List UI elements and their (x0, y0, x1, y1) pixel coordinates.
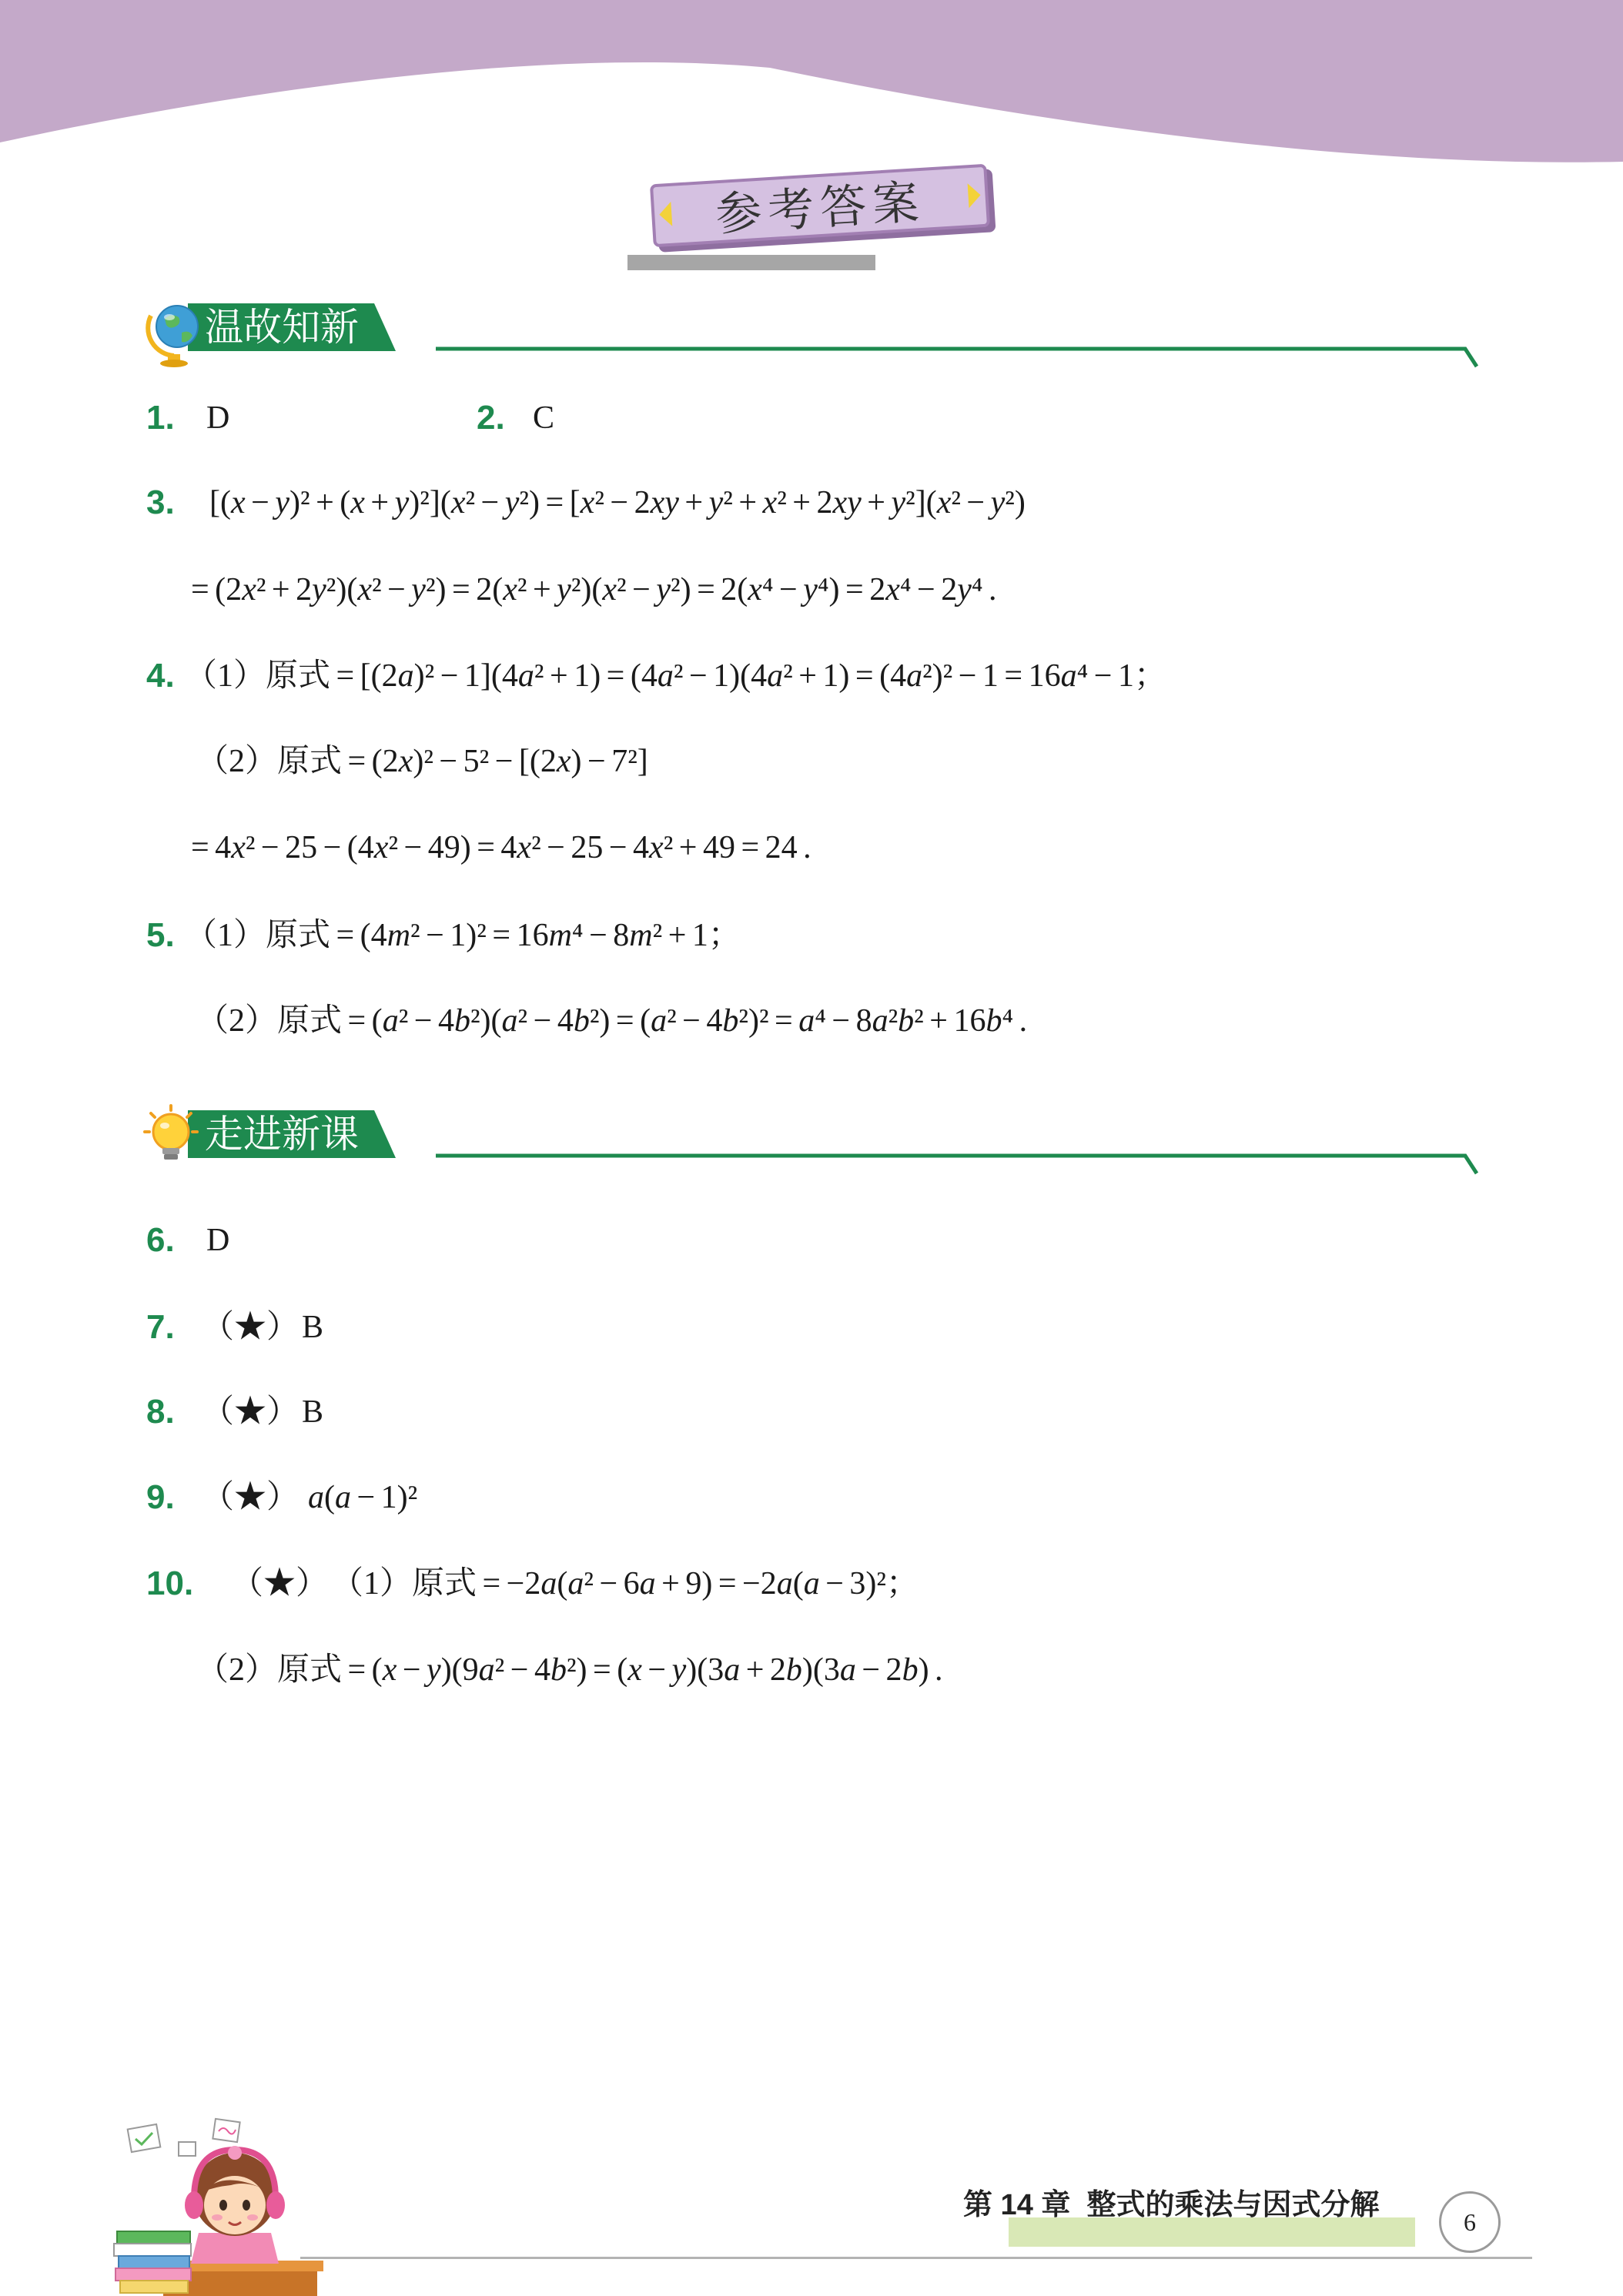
section-rule (436, 1156, 1477, 1173)
page-number: 6 (1439, 2191, 1501, 2253)
section-header-new-lesson (0, 1106, 1623, 1183)
section-header-review (0, 299, 1623, 376)
answer-text: C (533, 400, 555, 436)
solution-line: （2）原式 = (2x)² − 5² − [(2x) − 7²] (196, 744, 648, 779)
question-number: 9. (146, 1478, 175, 1516)
book-stack (114, 2231, 191, 2293)
section-rule (436, 349, 1477, 366)
question-number: 1. (146, 399, 175, 437)
difficulty-star: （★） (231, 1566, 329, 1602)
question-number: 8. (146, 1393, 175, 1431)
solution-line: = (2x² + 2y²)(x² − y²) = 2(x² + y²)(x² − y²) = 2(x⁴ − y⁴) = 2x⁴ − 2y⁴ . (191, 572, 997, 607)
difficulty-star: （★） (202, 1310, 300, 1345)
question-number: 5. (146, 916, 175, 954)
globe-icon (148, 306, 198, 367)
girl (185, 2146, 285, 2264)
chapter-title: 第 14 章 整式的乘法与因式分解 (963, 2189, 1380, 2221)
difficulty-star: （★） (202, 1480, 300, 1515)
solution-line: （1）原式 = [(2a)² − 1](4a² + 1) = (4a² − 1)(4a² + 1) = (4a²)² − 1 = 16a⁴ − 1； (185, 658, 1166, 694)
question-number: 6. (146, 1221, 175, 1259)
section-title: 温故知新 (205, 306, 359, 349)
solution-line: （1）原式 = −2a(a² − 6a + 9) = −2a(a − 3)²； (331, 1566, 919, 1602)
top-wave-decoration (0, 0, 1623, 185)
answer-text: B (302, 1310, 324, 1345)
answer-text: B (302, 1394, 324, 1430)
banner-title: 参考答案 (714, 176, 927, 241)
difficulty-star: （★） (202, 1394, 300, 1430)
girl-studying-illustration (108, 2116, 323, 2296)
solution-line: = 4x² − 25 − (4x² − 49) = 4x² − 25 − 4x² + 49 = 24 . (191, 830, 812, 865)
question-number: 4. (146, 657, 175, 694)
question-number: 7. (146, 1308, 175, 1346)
banner-shadow-bar (627, 255, 875, 270)
answer-text: D (206, 400, 230, 436)
solution-line: （2）原式 = (a² − 4b²)(a² − 4b²) = (a² − 4b²)² = a⁴ − 8a²b² + 16b⁴ . (196, 1003, 1028, 1039)
footer-rule (300, 2257, 1532, 2259)
question-number: 10. (146, 1565, 194, 1602)
question-number: 2. (477, 399, 505, 437)
question-number: 3. (146, 484, 175, 521)
answer-text: a(a − 1)² (308, 1480, 418, 1515)
solution-line: （2）原式 = (x − y)(9a² − 4b²) = (x − y)(3a + 2b)(3a − 2b) . (196, 1652, 943, 1688)
section-title: 走进新课 (205, 1113, 359, 1156)
solution-line: （1）原式 = (4m² − 1)² = 16m⁴ − 8m² + 1； (185, 918, 741, 953)
answer-text: D (206, 1223, 230, 1258)
solution-line: [(x − y)² + (x + y)²](x² − y²) = [x² − 2xy + y² + x² + 2xy + y²](x² − y²) (209, 485, 1026, 520)
